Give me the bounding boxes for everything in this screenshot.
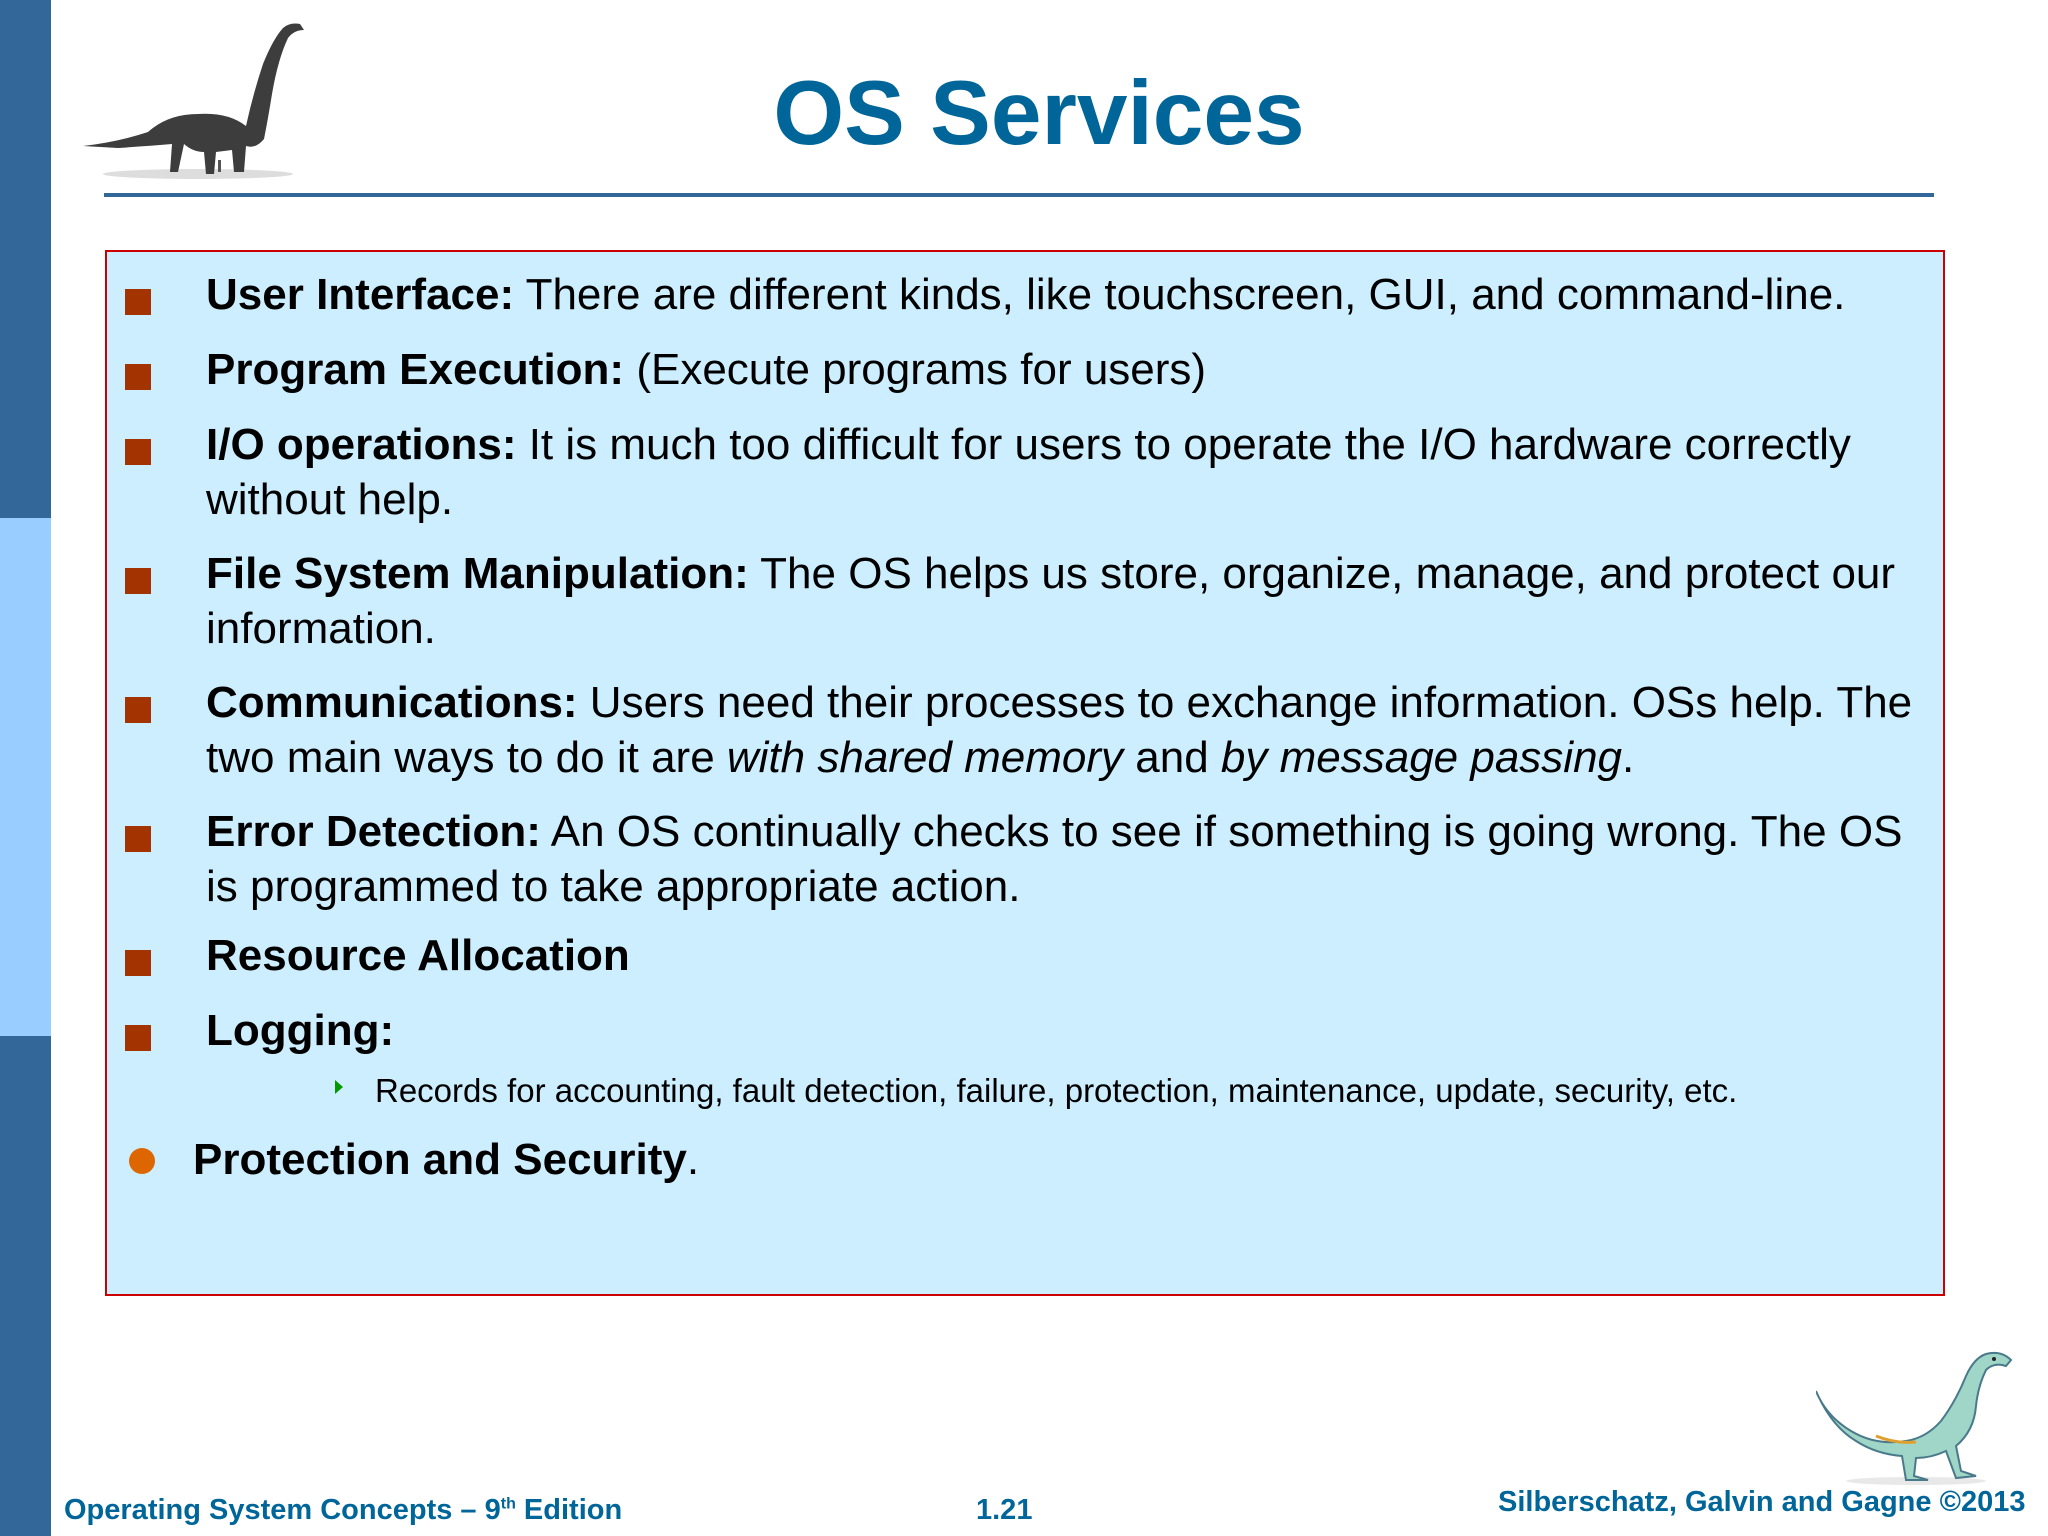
sidebar-segment-bottom	[0, 1036, 51, 1536]
triangle-bullet-icon	[335, 1080, 343, 1094]
bullet-text-end: .	[1622, 733, 1635, 782]
dinosaur-mascot-illustration	[1816, 1346, 2016, 1486]
bullet-term: I/O operations:	[206, 420, 517, 469]
sub-bullet-text: Records for accounting, fault detection, failure, protection, maintenance, update, security, etc.	[375, 1072, 1738, 1109]
content-box	[105, 250, 1945, 1296]
bullet-text: There are different kinds, like touchscreen, GUI, and command-line.	[514, 270, 1846, 319]
bullet-text: Users need their processes to exchange information. OSs help. The two main ways to do it are	[206, 678, 1913, 782]
bullet-text: It is much too difficult for users to operate the I/O hardware correctly without help.	[206, 420, 1851, 524]
bullet-text: An OS continually checks to see if something is going wrong. The OS is programmed to take appropriate action.	[206, 807, 1903, 911]
square-bullet-icon	[125, 950, 151, 976]
bullet-text-join: and	[1123, 733, 1221, 782]
bullet-term: File System Manipulation:	[206, 549, 749, 598]
square-bullet-icon	[125, 826, 151, 852]
bullet-text: The OS helps us store, organize, manage, and protect our information.	[206, 549, 1896, 653]
footer-book-suffix: Edition	[515, 1494, 623, 1526]
footer-page-number: 1.21	[976, 1494, 1033, 1526]
title-divider	[104, 193, 1934, 197]
square-bullet-icon	[125, 568, 151, 594]
square-bullet-icon	[125, 1025, 151, 1051]
round-bullet-icon	[129, 1148, 155, 1174]
square-bullet-icon	[125, 364, 151, 390]
bullet-text: (Execute programs for users)	[624, 345, 1207, 394]
bullet-term: Error Detection:	[206, 807, 541, 856]
footer-authors: Silberschatz, Galvin and Gagne ©2013	[1498, 1486, 2026, 1518]
footer-book-sup: th	[500, 1495, 516, 1513]
bullet-term: Communications:	[206, 678, 578, 727]
square-bullet-icon	[125, 439, 151, 465]
footer-book-title	[64, 1494, 622, 1527]
square-bullet-icon	[125, 697, 151, 723]
bullet-term: Resource Allocation	[206, 931, 630, 980]
sidebar-segment-middle	[0, 518, 51, 1036]
bullet-term: Protection and Security	[193, 1135, 687, 1184]
emphasis-message-passing: by message passing	[1220, 733, 1623, 782]
bullet-term: User Interface:	[206, 270, 515, 319]
emphasis-shared-memory: with shared memory	[726, 733, 1124, 782]
bullet-term: Logging:	[206, 1006, 395, 1055]
slide-title: OS Services	[773, 63, 1305, 164]
square-bullet-icon	[125, 289, 151, 315]
bullet-text: .	[686, 1135, 700, 1184]
footer-book-prefix: Operating System Concepts – 9	[64, 1494, 501, 1526]
left-sidebar	[0, 0, 51, 1536]
bullet-term: Program Execution:	[206, 345, 625, 394]
